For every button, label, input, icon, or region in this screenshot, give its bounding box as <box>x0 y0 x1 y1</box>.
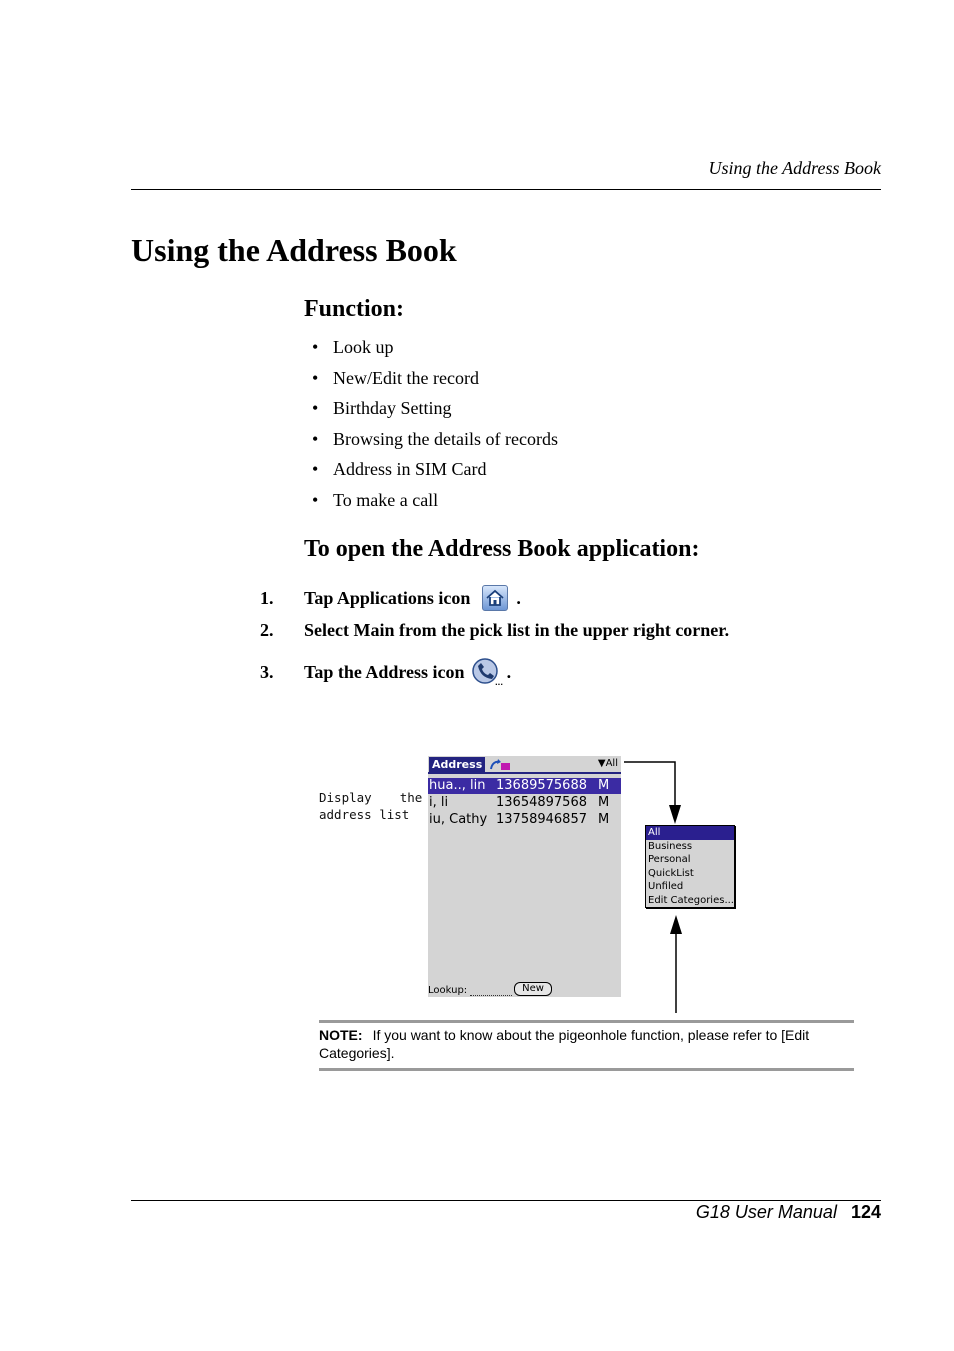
list-item: • Birthday Setting <box>312 398 452 418</box>
triangle-down-icon: ▼ <box>597 758 606 769</box>
pick-item-edit-categories[interactable]: Edit Categories... <box>648 894 734 906</box>
header-rule <box>131 189 881 190</box>
pick-item-all[interactable]: All <box>646 826 734 840</box>
lookup-field[interactable] <box>470 995 512 996</box>
lookup-label: Lookup: <box>428 985 468 996</box>
note-text: If you want to know about the pigeonhole function, please refer to [Edit Categories]. <box>319 1027 810 1061</box>
step-3: 3. Tap the Address icon ... . <box>260 657 511 687</box>
pick-item-quicklist[interactable]: QuickList <box>648 867 694 879</box>
list-item: • To make a call <box>312 489 439 510</box>
table-row[interactable]: i, li 13654897568 M <box>429 795 610 810</box>
list-item: • New/Edit the record <box>312 367 479 388</box>
open-heading: To open the Address Book application: <box>304 536 700 562</box>
title-underline <box>428 772 621 774</box>
svg-text:...: ... <box>494 679 503 687</box>
address-list-screen <box>428 756 621 997</box>
running-header: Using the Address Book <box>708 158 881 178</box>
new-button[interactable]: New <box>514 982 552 996</box>
page-title: Using the Address Book <box>131 232 457 268</box>
table-row[interactable]: hua.., lin 13689575688 M <box>428 778 621 794</box>
page-number: 124 <box>850 1202 881 1222</box>
note-label: NOTE: <box>319 1027 363 1043</box>
category-pick-list <box>645 825 735 908</box>
phone-address-icon <box>471 657 505 687</box>
home-icon <box>482 585 508 611</box>
function-list <box>312 333 558 516</box>
page-footer <box>696 1202 881 1223</box>
note-box <box>319 1026 854 1062</box>
beam-icon[interactable] <box>489 758 511 771</box>
step-2: 2. Select Main from the pick list in the upper right corner. <box>260 620 730 640</box>
step-1: 1. Tap Applications icon . <box>260 585 521 611</box>
manual-title: G18 User Manual <box>695 1202 837 1222</box>
figure-caption: Display the address list <box>319 790 423 822</box>
pick-item-personal[interactable]: Personal <box>648 854 691 865</box>
note-top-rule <box>319 1020 854 1023</box>
category-picker[interactable]: ▼All <box>597 758 618 769</box>
pick-item-business[interactable]: Business <box>648 840 693 852</box>
screen-title-tab[interactable]: Address <box>429 757 485 772</box>
list-item: • Address in SIM Card <box>312 459 487 479</box>
note-bottom-rule <box>319 1068 854 1071</box>
list-item: • Look up <box>312 337 394 357</box>
footer-rule <box>131 1200 881 1201</box>
list-item: • Browsing the details of records <box>312 428 558 449</box>
table-row[interactable]: iu, Cathy 13758946857 M <box>429 812 610 827</box>
pick-item-unfiled[interactable]: Unfiled <box>648 881 684 892</box>
function-heading: Function: <box>304 296 405 322</box>
